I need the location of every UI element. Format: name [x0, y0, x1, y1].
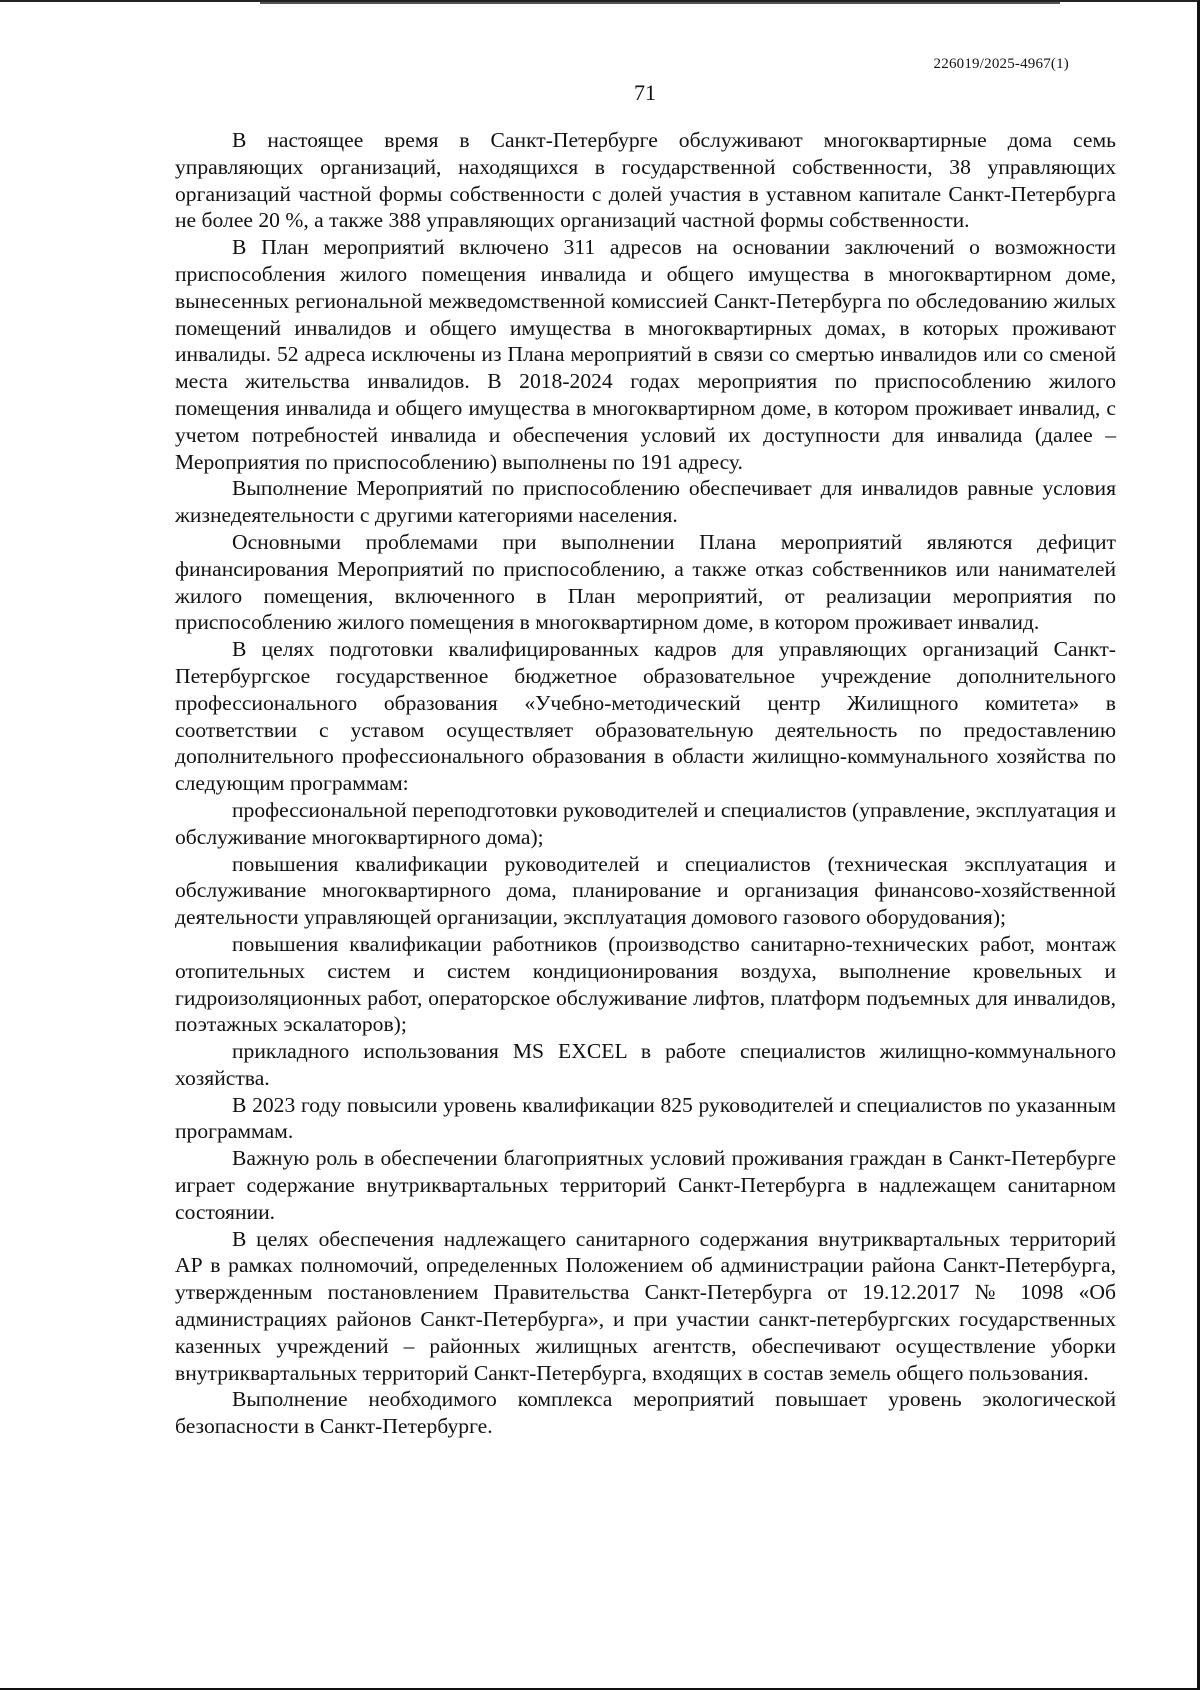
document-body — [175, 127, 1116, 1440]
paragraph: В целях подготовки квалифицированных кадров для управляющих организаций Санкт-Петербургское государственное бюджетное образовательное учреждение дополнительного профессионального образования «Учебно-методический центр Жилищного комитета» в соответствии с уставом осуществляет образовательную деятельность по предоставлению дополнительного профессионального образования в области жилищно-коммунального хозяйства по следующим программам: — [175, 637, 1116, 796]
list-item: повышения квалификации руководителей и специалистов (техническая эксплуатация и обслуживание многоквартирного дома, планирование и организация финансово-хозяйственной деятельности управляющей организации, эксплуатация домового газового оборудования); — [175, 851, 1116, 930]
list-item: прикладного использования MS EXCEL в работе специалистов жилищно-коммунального хозяйства. — [175, 1039, 1116, 1090]
list-item: повышения квалификации работников (производство санитарно-технических работ, монтаж отопительных систем и систем кондиционирования воздуха, выполнение кровельных и гидроизоляционных работ, операторское обслуживание лифтов, платформ подъемных для инвалидов, поэтажных эскалаторов); — [175, 931, 1116, 1037]
paragraph: Важную роль в обеспечении благоприятных условий проживания граждан в Санкт-Петербурге играет содержание внутриквартальных территорий Санкт-Петербурга в надлежащем санитарном состоянии. — [175, 1146, 1116, 1224]
paragraph: Основными проблемами при выполнении Плана мероприятий являются дефицит финансирования Мероприятий по приспособлению, а также отказ собственников или нанимателей жилого помещения, включенного в План мероприятий, от реализации мероприятия по приспособлению жилого помещения в многоквартирном доме, в котором проживает инвалид. — [175, 529, 1116, 635]
paragraph: В настоящее время в Санкт-Петербурге обслуживают многоквартирные дома семь управляющих организаций, находящихся в государственной собственности, 38 управляющих организаций частной формы собственности с долей участия в уставном капитале Санкт-Петербурга не более 20 %, а также 388 управляющих организаций частной формы собственности. — [175, 128, 1116, 233]
paragraph: В целях обеспечения надлежащего санитарного содержания внутриквартальных территорий АР в рамках полномочий, определенных Положением об администрации района Санкт-Петербурга, утвержденным постановлением Правительства Санкт-Петербурга от 19.12.2017 № 1098 «Об администрациях районов Санкт-Петербурга», и при участии санкт-петербургских государственных казенных учреждений – районных жилищных агентств, обеспечивают осуществление уборки внутриквартальных территорий Санкт-Петербурга, входящих в состав земель общего пользования. — [175, 1226, 1116, 1385]
paragraph: Выполнение Мероприятий по приспособлению обеспечивает для инвалидов равные условия жизнедеятельности с другими категориями населения. — [175, 476, 1116, 528]
paragraph: Выполнение необходимого комплекса мероприятий повышает уровень экологической безопасности в Санкт-Петербурге. — [175, 1387, 1116, 1439]
page-number: 71 — [634, 80, 656, 105]
paragraph: В План мероприятий включено 311 адресов на основании заключений о возможности приспособления жилого помещения инвалида и общего имущества в многоквартирном доме, вынесенных региональной межведомственной комиссией Санкт-Петербурга по обследованию жилых помещений инвалидов и общего имущества в многоквартирных домах, в которых проживают инвалиды. 52 адреса исключены из Плана мероприятий в связи со смертью инвалидов или со сменой места жительства инвалидов. В 2018-2024 годах мероприятия по приспособлению жилого помещения инвалида и общего имущества в многоквартирном доме, в котором проживает инвалид, с учетом потребностей инвалида и обеспечения условий их доступности для инвалида (далее – Мероприятия по приспособлению) выполнены по 191 адресу. — [175, 235, 1116, 474]
list-item: профессиональной переподготовки руководителей и специалистов (управление, эксплуатация и обслуживание многоквартирного дома); — [175, 797, 1116, 849]
paragraph: В 2023 году повысили уровень квалификации 825 руководителей и специалистов по указанным программам. — [175, 1092, 1116, 1144]
document-id: 226019/2025-4967(1) — [933, 56, 1069, 72]
scan-edge-line — [260, 2, 1060, 4]
